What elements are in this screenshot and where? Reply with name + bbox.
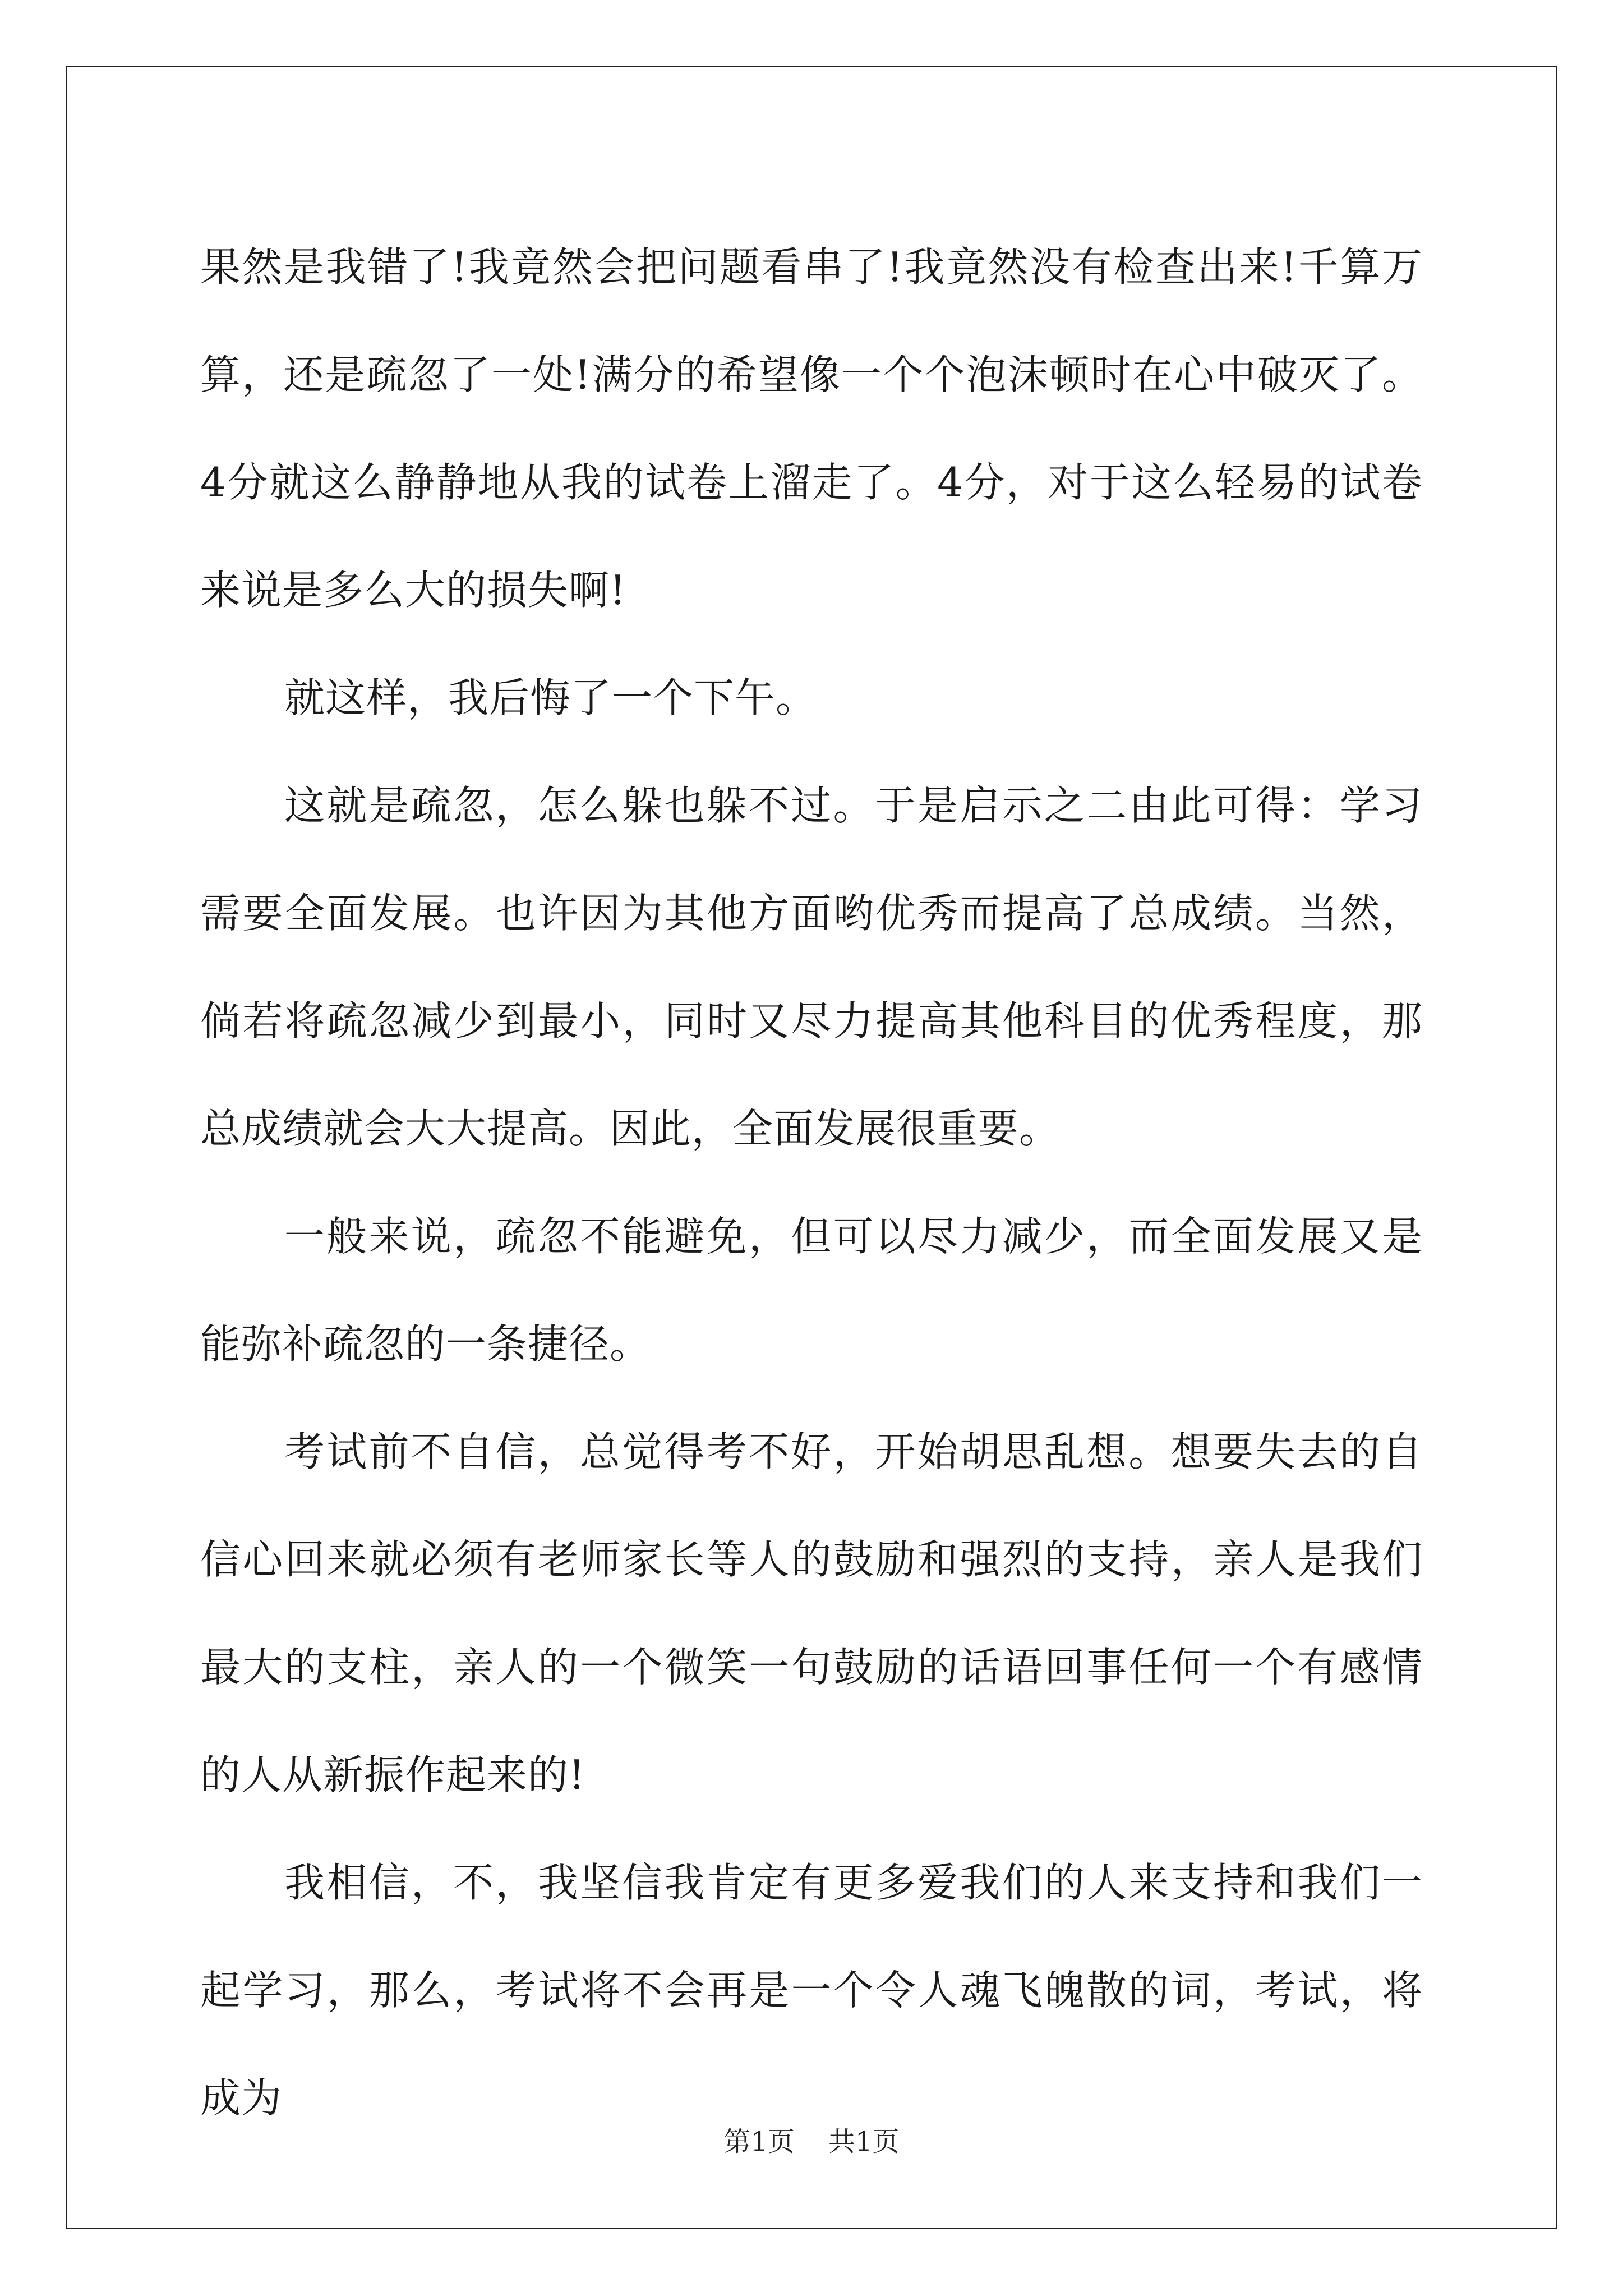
paragraph-1: 果然是我错了!我竟然会把问题看串了!我竟然没有检查出来!千算万算，还是疏忽了一处!满分的希望像一个个泡沫顿时在心中破灭了。4分就这么静静地从我的试卷上溜走了。4分，对于这么轻易的试卷来说是多么大的损失啊! bbox=[200, 243, 1423, 614]
paragraph-2: 就这样，我后悔了一个下午。 bbox=[284, 674, 817, 721]
page-footer bbox=[0, 2125, 1623, 2159]
paragraph-4: 一般来说，疏忽不能避免，但可以尽力减少，而全面发展又是能弥补疏忽的一条捷径。 bbox=[200, 1213, 1423, 1368]
paragraph-6: 我相信，不，我坚信我肯定有更多爱我们的人来支持和我们一起学习，那么，考试将不会再是一个令人魂飞魄散的词，考试，将成为 bbox=[200, 1859, 1423, 2122]
page-number: 第1页 bbox=[723, 2126, 795, 2157]
paragraph-5: 考试前不自信，总觉得考不好，开始胡思乱想。想要失去的自信心回来就必须有老师家长等人的鼓励和强烈的支持，亲人是我们最大的支柱，亲人的一个微笑一句鼓励的话语回事任何一个有感情的人从新振作起来的! bbox=[200, 1428, 1423, 1798]
paragraph-3: 这就是疏忽，怎么躲也躲不过。于是启示之二由此可得：学习需要全面发展。也许因为其他方面哟优秀而提高了总成绩。当然，倘若将疏忽减少到最小，同时又尽力提高其他科目的优秀程度，那总成绩就会大大提高。因此，全面发展很重要。 bbox=[200, 782, 1423, 1152]
document-body bbox=[200, 213, 1423, 2152]
page-total: 共1页 bbox=[828, 2126, 900, 2157]
